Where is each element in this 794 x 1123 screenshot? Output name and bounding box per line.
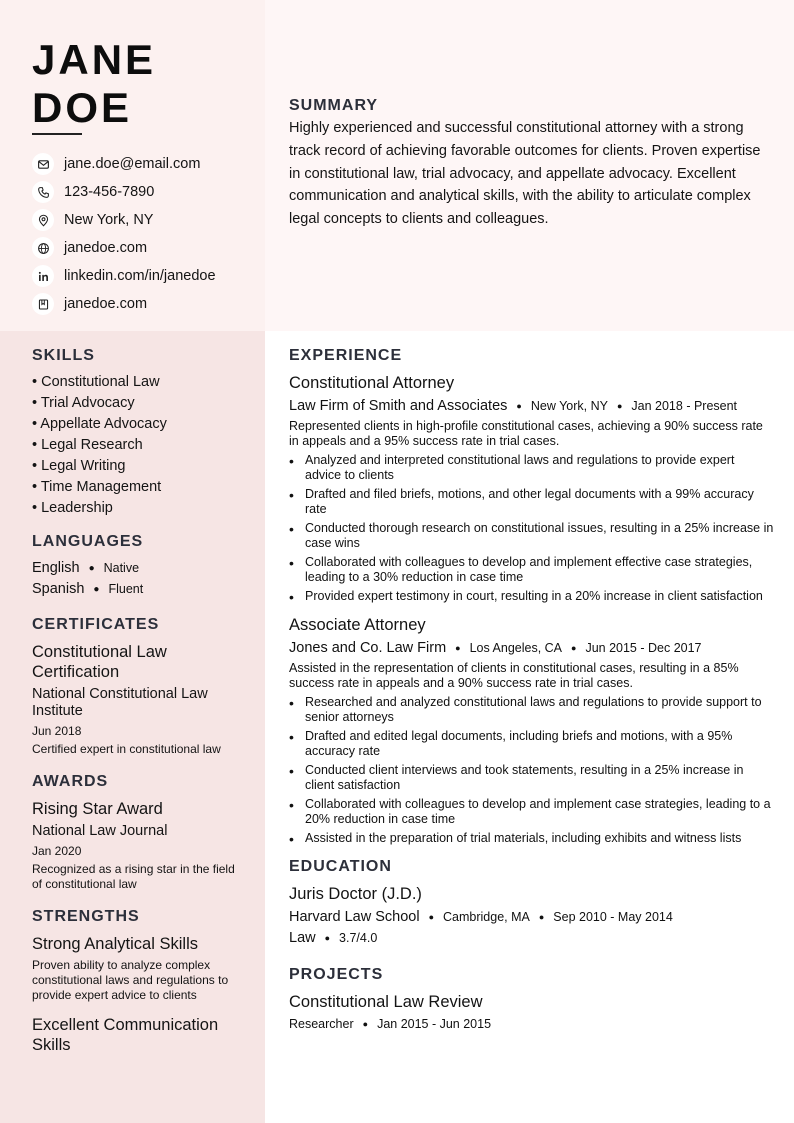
certificate-date: Jun 2018 (32, 724, 82, 738)
name-first: JANE (32, 36, 157, 83)
job-dates: Jan 2018 - Present (631, 399, 738, 413)
contact-linkedin-text: linkedin.com/in/janedoe (64, 268, 216, 284)
location-icon (32, 209, 54, 231)
language-name: English (32, 560, 80, 576)
language-row (32, 579, 242, 600)
job-dates: Jun 2015 - Dec 2017 (585, 641, 702, 655)
education-section (289, 858, 774, 946)
contact-list (32, 150, 216, 318)
separator-dot: ● (538, 912, 545, 922)
school-location: Cambridge, MA (443, 910, 530, 924)
projects-section (289, 966, 774, 1031)
contact-location (32, 206, 216, 234)
certificates-title: CERTIFICATES (32, 616, 160, 633)
job-bullet: • Drafted and edited legal documents, including briefs and motions, with a 95% accuracy rate (289, 729, 774, 759)
job-bullets (289, 695, 774, 846)
job-bullet: • Analyzed and interpreted constitutional laws and regulations to provide expert advice to clients (289, 453, 774, 483)
skills-list (32, 372, 242, 519)
certificate-desc: Certified expert in constitutional law (32, 742, 221, 756)
sidebar-content (32, 347, 242, 1055)
language-level: Fluent (108, 582, 144, 596)
candidate-name (32, 36, 156, 132)
certificate-name: Constitutional Law Certification (32, 643, 167, 681)
language-row (32, 558, 242, 579)
language-level: Native (103, 561, 140, 575)
contact-portfolio-text: janedoe.com (64, 296, 148, 312)
skill-item: • Trial Advocacy (32, 395, 135, 411)
education-title: EDUCATION (289, 858, 392, 875)
contact-linkedin[interactable] (32, 262, 216, 290)
name-divider (32, 133, 82, 135)
skills-section (32, 347, 242, 519)
job-bullet: • Collaborated with colleagues to develop and implement case strategies, leading to a 20% reduction in case time (289, 797, 774, 827)
skills-title: SKILLS (32, 347, 95, 364)
contact-phone-text: 123-456-7890 (64, 184, 155, 200)
globe-icon (32, 237, 54, 259)
project-meta (289, 1017, 774, 1031)
skill-item: • Time Management (32, 479, 162, 495)
job-bullet: • Collaborated with colleagues to develop and implement effective case strategies, leading to a 30% reduction in case time (289, 555, 774, 585)
school-name: Harvard Law School (289, 909, 420, 925)
job-meta (289, 398, 774, 414)
job-title: Constitutional Attorney (289, 374, 455, 392)
phone-icon (32, 181, 54, 203)
job-bullets (289, 453, 774, 604)
languages-section (32, 533, 242, 600)
separator-dot: ● (455, 643, 461, 653)
bookmark-icon (32, 293, 54, 315)
job-bullet: • Conducted client interviews and took statements, resulting in a 25% increase in client satisfaction (289, 763, 774, 793)
separator-dot: ● (93, 584, 100, 595)
separator-dot: ● (362, 1019, 369, 1029)
award-desc: Recognized as a rising star in the field of constitutional law (32, 862, 235, 891)
skill-item: • Constitutional Law (32, 374, 160, 390)
skill-item: • Legal Research (32, 437, 143, 453)
contact-location-text: New York, NY (64, 212, 154, 228)
award-date: Jan 2020 (32, 844, 82, 858)
separator-dot: ● (616, 401, 623, 411)
separator-dot: ● (516, 401, 522, 411)
job-bullet: • Provided expert testimony in court, resulting in a 20% increase in client satisfaction (289, 589, 774, 604)
awards-section (32, 773, 242, 892)
contact-email[interactable] (32, 150, 216, 178)
job-meta (289, 640, 774, 656)
experience-section (289, 347, 774, 846)
strength-desc: Proven ability to analyze complex constitutional laws and regulations to provide expert advice to clients (32, 958, 229, 1002)
summary-title: SUMMARY (289, 97, 379, 114)
summary-section (289, 97, 774, 231)
job-bullet: • Drafted and filed briefs, motions, and other legal documents with a 99% accuracy rate (289, 487, 774, 517)
job-bullet: • Assisted in the preparation of trial materials, including exhibits and witness lists (289, 831, 774, 846)
award-name: Rising Star Award (32, 800, 163, 818)
contact-portfolio[interactable] (32, 290, 216, 318)
job-company: Jones and Co. Law Firm (289, 640, 447, 656)
project-dates: Jan 2015 - Jun 2015 (377, 1017, 492, 1031)
education-dates: Sep 2010 - May 2014 (553, 910, 673, 924)
job-description: Represented clients in high-profile constitutional cases, achieving a 90% success rate in appeals and a 95% success rate in trial cases. (289, 419, 763, 448)
linkedin-icon (32, 265, 54, 287)
job-bullet: • Researched and analyzed constitutional laws and regulations to provide support to senior attorneys (289, 695, 774, 725)
job-bullet: • Conducted thorough research on constitutional issues, resulting in a 25% increase in case wins (289, 521, 774, 551)
contact-website[interactable] (32, 234, 216, 262)
awards-title: AWARDS (32, 773, 109, 790)
separator-dot: ● (88, 563, 95, 574)
award-issuer: National Law Journal (32, 823, 168, 839)
strength-name: Excellent Communication Skills (32, 1016, 219, 1054)
education-gpa: 3.7/4.0 (339, 931, 378, 945)
strength-name: Strong Analytical Skills (32, 935, 198, 953)
certificate-issuer: National Constitutional Law Institute (32, 686, 208, 719)
separator-dot: ● (571, 643, 577, 653)
degree-name: Juris Doctor (J.D.) (289, 885, 422, 903)
projects-title: PROJECTS (289, 966, 384, 983)
contact-phone[interactable] (32, 178, 216, 206)
education-field: Law (289, 930, 316, 946)
job-entry (289, 374, 774, 604)
certificates-section (32, 616, 242, 757)
job-title: Associate Attorney (289, 616, 426, 634)
contact-website-text: janedoe.com (64, 240, 148, 256)
language-name: Spanish (32, 581, 85, 597)
strengths-section (32, 908, 242, 1055)
skill-item: • Leadership (32, 500, 113, 516)
separator-dot: ● (428, 912, 435, 922)
languages-title: LANGUAGES (32, 533, 144, 550)
mail-icon (32, 153, 54, 175)
name-last: DOE (32, 84, 133, 131)
experience-title: EXPERIENCE (289, 347, 403, 364)
skill-item: • Legal Writing (32, 458, 126, 474)
job-location: Los Angeles, CA (469, 641, 563, 655)
skill-item: • Appellate Advocacy (32, 416, 167, 432)
project-role: Researcher (289, 1017, 354, 1031)
job-location: New York, NY (530, 399, 608, 413)
education-meta (289, 909, 774, 925)
summary-text: Highly experienced and successful constitutional attorney with a strong track record of achieving favorable outcomes for clients. Proven expertise in constitutional law, trial advocacy, and appellate advocacy. Excellent communication and analytical skills, with the ability to articulate complex legal concepts to clients and colleagues. (289, 120, 761, 228)
job-description: Assisted in the representation of clients in constitutional cases, resulting in a 85% success rate in appeals and a 90% success rate in trial cases. (289, 661, 739, 690)
job-company: Law Firm of Smith and Associates (289, 398, 508, 414)
main-content (289, 347, 774, 1031)
project-name: Constitutional Law Review (289, 993, 483, 1011)
contact-email-text: jane.doe@email.com (64, 156, 201, 172)
education-field-row (289, 930, 774, 946)
separator-dot: ● (324, 933, 331, 943)
strengths-title: STRENGTHS (32, 908, 140, 925)
job-entry (289, 616, 774, 846)
